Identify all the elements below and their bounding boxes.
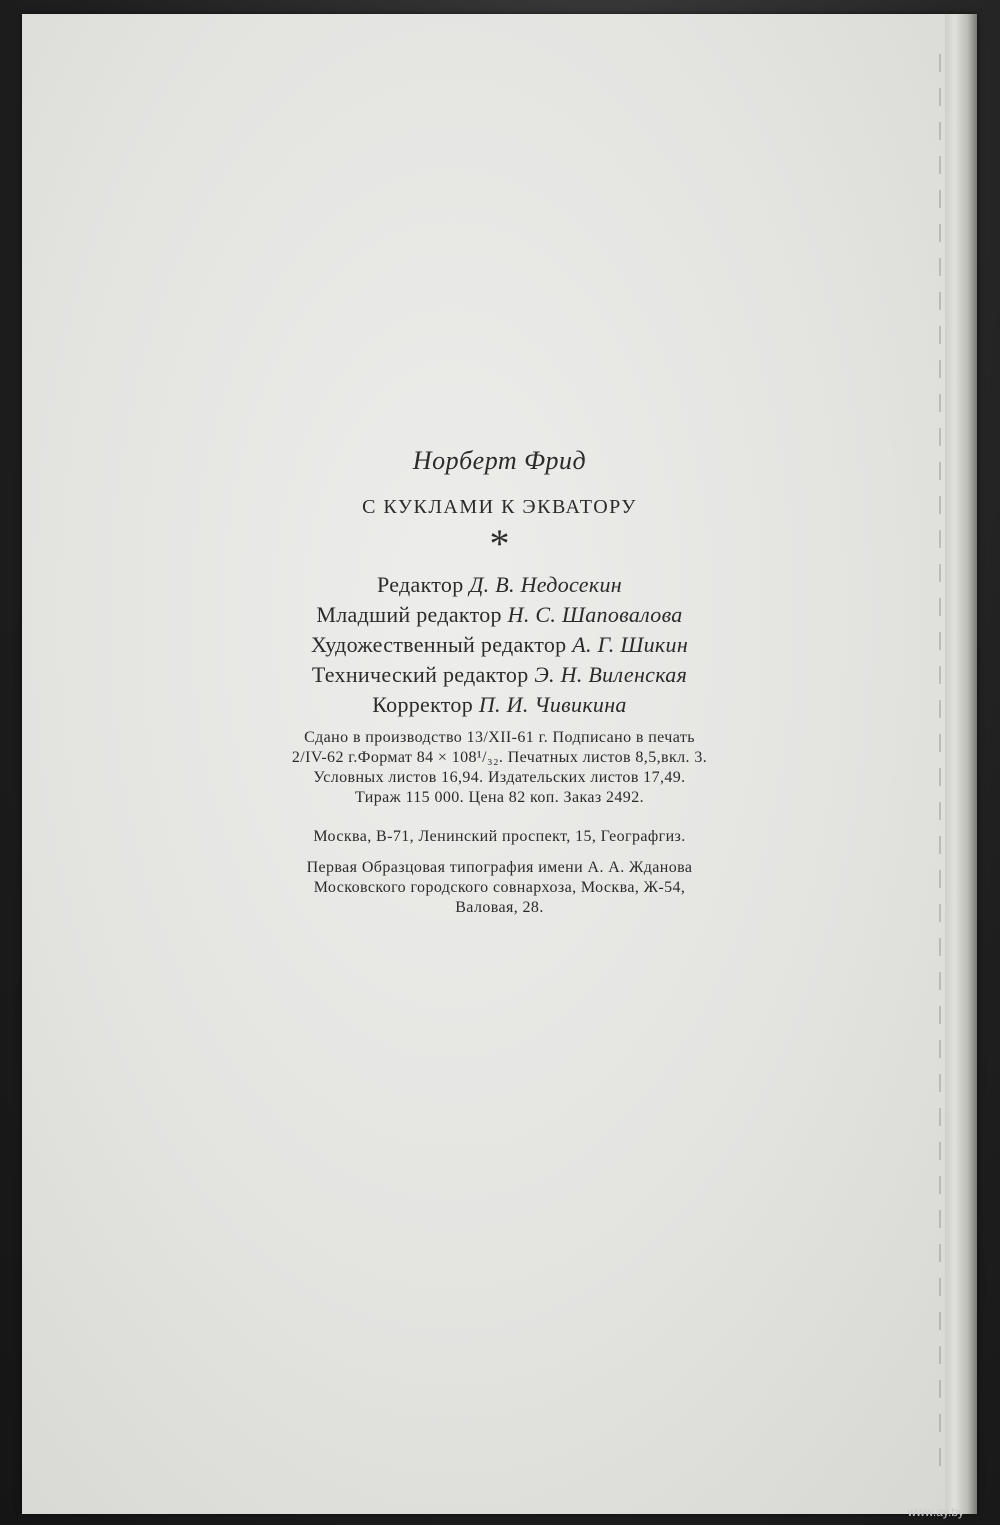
credit-role: Технический редактор — [311, 662, 529, 687]
imprint-line: Тираж 115 000. Цена 82 коп. Заказ 2492. — [354, 789, 644, 806]
credit-name: Д. В. Недосекин — [469, 572, 622, 597]
site-watermark: www.ay.by — [907, 1505, 964, 1519]
book-author: Норберт Фрид — [412, 446, 587, 475]
printer-line: Первая Образцовая типография имени А. А. Жданова — [306, 859, 693, 876]
book-page — [22, 14, 977, 1514]
credit-name: А. Г. Шикин — [572, 632, 689, 657]
printer-line: Валовая, 28. — [455, 899, 544, 916]
imprint-block — [22, 728, 977, 808]
credit-name: П. И. Чивикина — [478, 692, 627, 717]
imprint-line: 2/IV-62 г.Формат 84 × 108¹/₃₂. Печатных листов 8,5,вкл. 3. — [291, 749, 708, 766]
separator-asterisk: * — [489, 521, 510, 566]
credit-name: Э. Н. Виленская — [534, 662, 688, 687]
credit-proofreader — [22, 690, 977, 720]
credit-role: Младший редактор — [316, 602, 502, 627]
credit-role: Редактор — [377, 572, 464, 597]
imprint-line: Условных листов 16,94. Издательских листов 17,49. — [313, 769, 686, 786]
colophon — [22, 14, 977, 1514]
credit-role: Художественный редактор — [310, 632, 567, 657]
credit-art-editor — [22, 630, 977, 660]
credits-list — [22, 570, 977, 720]
imprint-line: Сдано в производство 13/XII-61 г. Подписано в печать — [304, 729, 695, 746]
printer-block — [22, 858, 977, 918]
printer-line: Московского городского совнархоза, Москва, Ж-54, — [313, 879, 686, 896]
credit-editor — [22, 570, 977, 600]
publisher-address: Москва, В-71, Ленинский проспект, 15, Географгиз. — [313, 828, 686, 845]
credit-role: Корректор — [372, 692, 474, 717]
credit-name: Н. С. Шаповалова — [507, 602, 683, 627]
credit-technical-editor — [22, 660, 977, 690]
credit-junior-editor — [22, 600, 977, 630]
book-title: С КУКЛАМИ К ЭКВАТОРУ — [362, 496, 637, 518]
